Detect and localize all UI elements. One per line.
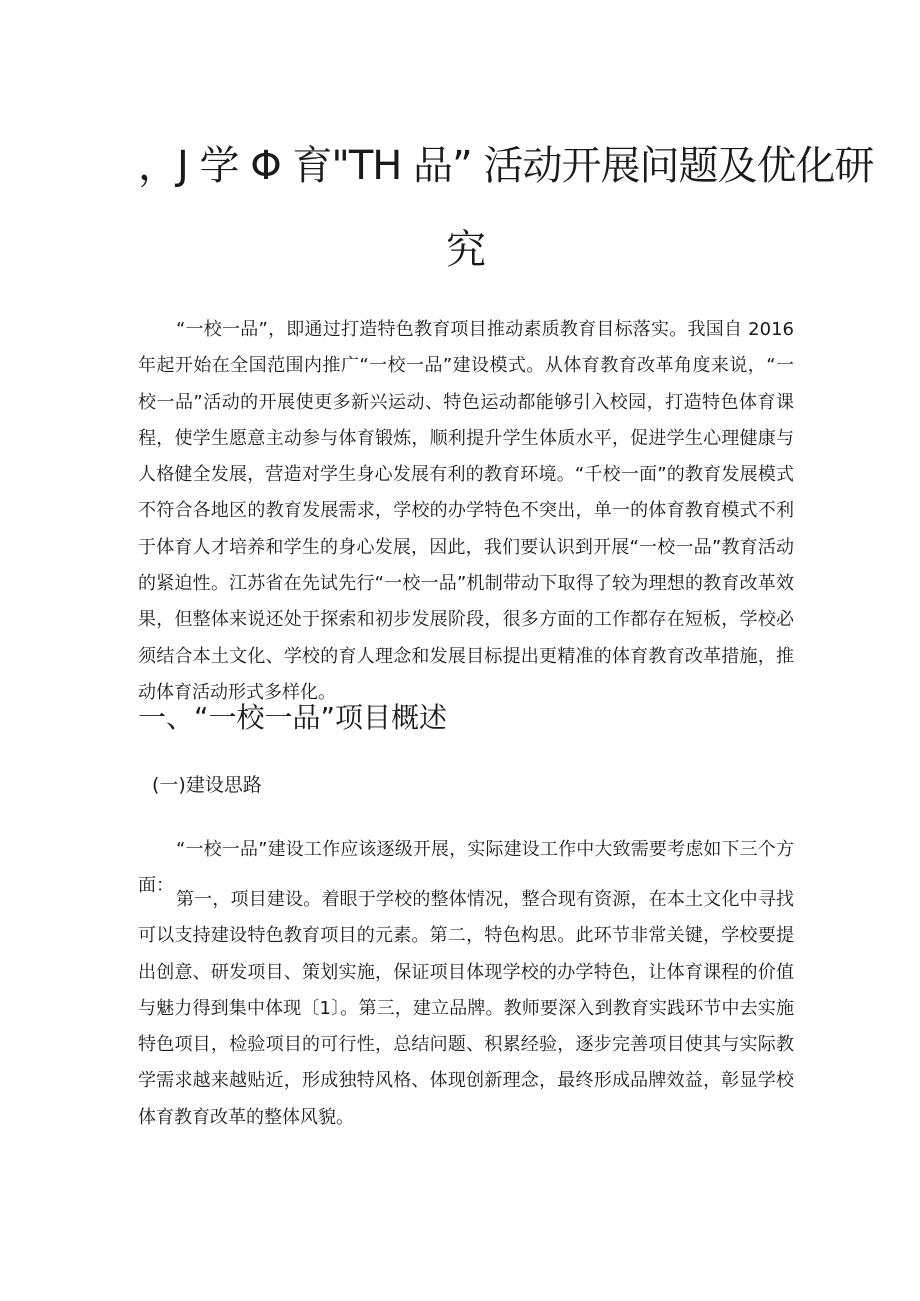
subsection-heading-construction-ideas: (一)建设思路 bbox=[152, 774, 262, 796]
document-title-line-1: ，J 学 Φ 育"TH 品” 活动开展问题及优化研 bbox=[138, 143, 874, 189]
section-heading-overview: 一、“一校一品”项目概述 bbox=[138, 701, 448, 734]
intro-paragraph: “一校一品”，即通过打造特色教育项目推动素质教育目标落实。我国自 2016 年起开始在全国范围内推广“一校一品”建设模式。从体育教育改革角度来说，“一校一品”活动的开展使更多新兴运动、特色运动都能够引入校园，打造特色体育课程，使学生愿意主动参与体育锻炼，顺利提升学生体质水平，促进学生心理健康与人格健全发展，营造对学生身心发展有利的教育环境。“千校一面”的教育发展模式不符合各地区的教育发展需求，学校的办学特色不突出，单一的体育教育模式不利于体育人才培养和学生的身心发展，因此，我们要认识到开展“一校一品”教育活动的紧迫性。江苏省在先试先行“一校一品”机制带动下取得了较为理想的教育改革效果，但整体来说还处于探索和初步发展阶段，很多方面的工作都存在短板，学校必须结合本土文化、学校的育人理念和发展目标提出更精准的体育教育改革措施，推动体育活动形式多样化。 bbox=[138, 319, 794, 703]
paragraph-steps: 第一，项目建设。着眼于学校的整体情况，整合现有资源，在本土文化中寻找可以支持建设特色教育项目的元素。第二，特色构思。此环节非常关键，学校要提出创意、研发项目、策划实施，保证项目体现学校的办学特色，让体育课程的价值与魅力得到集中体现〔1〕。第三，建立品牌。教师要深入到教育实践环节中去实施特色项目，检验项目的可行性，总结问题、积累经验，逐步完善项目使其与实际教学需求越来越贴近，形成独特风格、体现创新理念，最终形成品牌效益，彰显学校体育教育改革的整体风貌。 bbox=[138, 889, 794, 1128]
paragraph-three-aspects: “一校一品”建设工作应该逐级开展，实际建设工作中大致需要考虑如下三个方面： bbox=[138, 839, 794, 897]
document-title-line-2: 究 bbox=[446, 227, 485, 273]
